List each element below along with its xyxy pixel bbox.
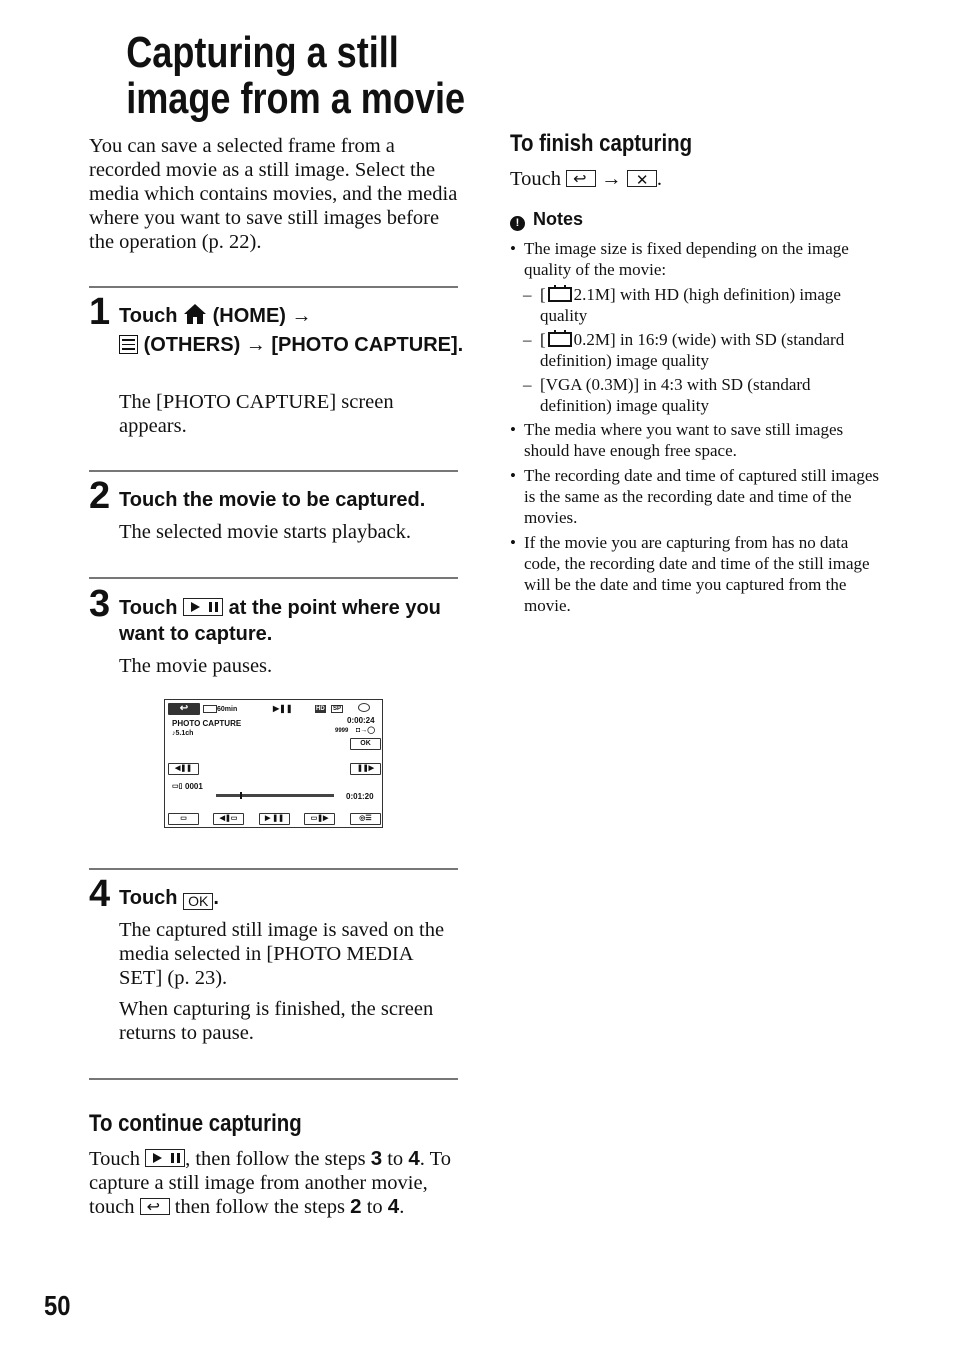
step-4-body-1: The captured still image is saved on the media selected in [PHOTO MEDIA SET] (p. 23). [119,919,445,989]
note-subitem: – [VGA (0.3M)] in 4:3 with SD (standard definition) image quality [510,374,880,416]
camera-to-media-icon: ◘→◯ [356,727,376,734]
step-2-heading: Touch the movie to be captured. [119,489,426,511]
note-item: • The media where you want to save still images should have enough free space. [510,419,880,461]
continue-to: to [387,1148,404,1170]
media-icon [358,703,370,712]
continue-text-1: , then follow the steps [185,1148,366,1170]
step-4-period: . [213,887,219,909]
step-3-divider [89,577,458,579]
step-1-divider [89,286,458,288]
ok-button[interactable]: OK [350,738,381,750]
hd-badge: HD [316,706,325,712]
total-time: 0:01:20 [346,792,374,801]
step-4-body-2: When capturing is finished, the screen returns to pause. [119,998,434,1044]
continue-text-3: then follow the steps [174,1196,346,1218]
frame-forward-button[interactable]: ❚❚▶ [350,763,381,775]
finish-heading: To finish capturing [510,130,693,157]
step-4-divider [89,868,458,870]
step-3-heading [119,595,464,647]
step-1-heading [119,303,464,358]
index-button[interactable]: ▭ [168,813,199,825]
mode-label: PHOTO CAPTURE [172,719,242,728]
continue-paragraph [89,1147,461,1219]
audio-label: ♪5.1ch [172,730,194,737]
finish-touch: Touch [510,168,561,190]
continue-text-2: To capture a still image from another movie, touch [89,1148,451,1218]
sp-badge: SP [333,706,342,712]
photo-capture-screen [164,699,383,828]
intro-paragraph: You can save a selected frame from a recorded movie as a still image. Select the media which contains movies, and the media where you want to save still images before the operation (p. 22). [89,135,458,253]
title-line-2: image from a movie [126,74,466,123]
note-item: • The image size is fixed depending on the image quality of the movie: [510,238,880,280]
continue-step-3: 3 [370,1147,383,1170]
step-4-touch: Touch [119,887,178,909]
step-2-divider [89,470,458,472]
others-icon [119,335,138,354]
option-button[interactable]: ◎☰ [350,813,381,825]
home-icon [183,303,207,332]
step-3-number: 3 [89,583,111,625]
step-2-number: 2 [89,475,111,517]
image-size-icon [548,332,572,347]
note-subitem-text: 2.1M] with HD (high definition) image quality [540,285,841,325]
note-subitem [510,329,880,371]
finish-dot: . [656,168,662,190]
play-pause-button[interactable]: ▶ ❚❚ [259,813,290,825]
finish-paragraph [510,167,880,191]
counter-value: 0001 [185,782,203,791]
next-button[interactable]: ▭❚▶ [304,813,335,825]
progress-track[interactable] [216,794,334,797]
page-number: 50 [44,1290,71,1321]
elapsed-time: 0:00:24 [347,716,375,725]
continue-to-2: to [366,1196,383,1218]
image-size-icon [548,287,572,302]
step-1-body: The [PHOTO CAPTURE] screen appears. [119,391,394,437]
progress-marker[interactable] [240,792,242,799]
continue-step-4b: 4 [387,1195,400,1218]
note-subitem-bracket: [ [540,285,546,304]
section-divider [89,1078,458,1080]
note-subitem-bracket: [ [540,330,546,349]
continue-dot-2: . [399,1196,405,1218]
step-4-number: 4 [89,873,111,915]
arrow-icon: → [601,168,622,190]
back-icon: ↩ [566,170,596,187]
page-title [126,30,465,122]
title-line-1: Capturing a still [126,28,399,77]
continue-step-4: 4 [408,1147,420,1170]
step-2-body: The selected movie starts playback. [119,521,412,543]
notes-title: Notes [533,209,584,229]
battery-time: 60min [217,706,238,713]
note-item: • If the movie you are capturing from has no data code, the recording date and time of the still image will be the date and time you captured from the movie. [510,532,880,616]
continue-heading: To continue capturing [89,1110,302,1137]
step-3-rest: at the point where you want to capture. [119,597,441,645]
continue-touch: Touch [89,1148,140,1170]
battery-icon [203,705,217,713]
note-subitem-text: 0.2M] in 16:9 (wide) with SD (standard definition) image quality [540,330,845,370]
counter-icon: ▭▯ [172,783,183,790]
playback-status-icon: ▶❚❚ [273,704,293,713]
notes-icon: ! [510,216,525,231]
close-icon: ✕ [627,170,657,187]
step-4-heading [119,885,464,911]
continue-dot: . [419,1148,425,1170]
step-1-number: 1 [89,291,111,333]
frame-back-button[interactable]: ◀❚❚ [168,763,199,775]
play-pause-icon [183,598,223,616]
note-item: • The recording date and time of captured still images is the same as the recording date and time of the movies. [510,465,880,528]
ok-icon: OK [183,893,213,910]
back-icon: ↩ [140,1198,170,1215]
notes-list [510,238,880,620]
continue-step-2: 2 [350,1195,362,1218]
step-1-touch: Touch [119,305,178,327]
notes-heading [510,208,583,231]
previous-button[interactable]: ◀❚▭ [213,813,244,825]
play-pause-icon [145,1149,185,1167]
step-3-body: The movie pauses. [119,655,273,677]
photo-count: 9999 [335,728,349,734]
step-1-others-label: (OTHERS) → [PHOTO CAPTURE]. [143,334,464,356]
step-1-home-label: (HOME) → [212,305,312,327]
step-3-touch: Touch [119,597,178,619]
note-subitem [510,284,880,326]
back-button[interactable]: ↩ [168,703,200,715]
